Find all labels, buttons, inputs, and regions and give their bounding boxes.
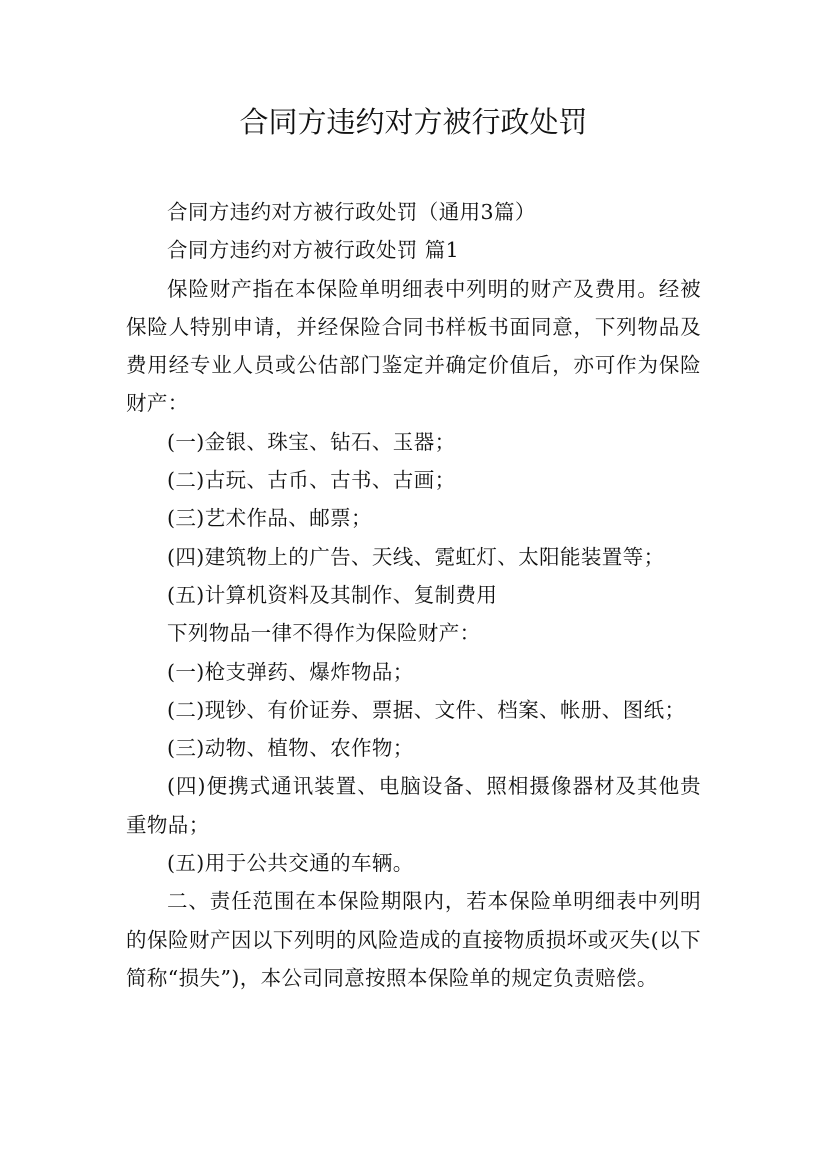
list-item: (五)用于公共交通的车辆。 (167, 851, 414, 876)
paragraph-liability-scope: 二、责任范围在本保险期限内，若本保险单明细表中列明的保险财产因以下列明的风险造成的直接物质损坏或灭失(以下简称“损失”)，本公司同意按照本保险单的规定负责赔偿。 (126, 889, 701, 990)
list-item: (二)古玩、古币、古书、古画； (167, 468, 456, 493)
list-item: (二)现钞、有价证券、票据、文件、档案、帐册、图纸； (167, 697, 686, 722)
list-item: (一)枪支弹药、爆炸物品； (167, 659, 414, 684)
list-item: (一)金银、珠宝、钻石、玉器； (167, 429, 456, 454)
document-body (126, 193, 701, 997)
list-item: (五)计算机资料及其制作、复制费用 (167, 582, 498, 607)
list-item: (四)建筑物上的广告、天线、霓虹灯、太阳能装置等； (167, 544, 665, 569)
list-item: (三)艺术作品、邮票； (167, 506, 372, 531)
list-item: (三)动物、植物、农作物； (167, 736, 414, 761)
paragraph-excluded-property: 下列物品一律不得作为保险财产： (167, 621, 481, 646)
paragraph-section-heading: 合同方违约对方被行政处罚 篇1 (167, 238, 460, 263)
document-title: 合同方违约对方被行政处罚 (239, 105, 588, 139)
list-item: (四)便携式通讯装置、电脑设备、照相摄像器材及其他贵重物品； (126, 774, 701, 837)
paragraph-subtitle: 合同方违约对方被行政处罚（通用3篇） (167, 200, 536, 224)
paragraph-insured-property: 保险财产指在本保险单明细表中列明的财产及费用。经被保险人特别申请，并经保险合同书样板书面同意，下列物品及费用经专业人员或公估部门鉴定并确定价值后，亦可作为保险财产： (126, 276, 701, 416)
